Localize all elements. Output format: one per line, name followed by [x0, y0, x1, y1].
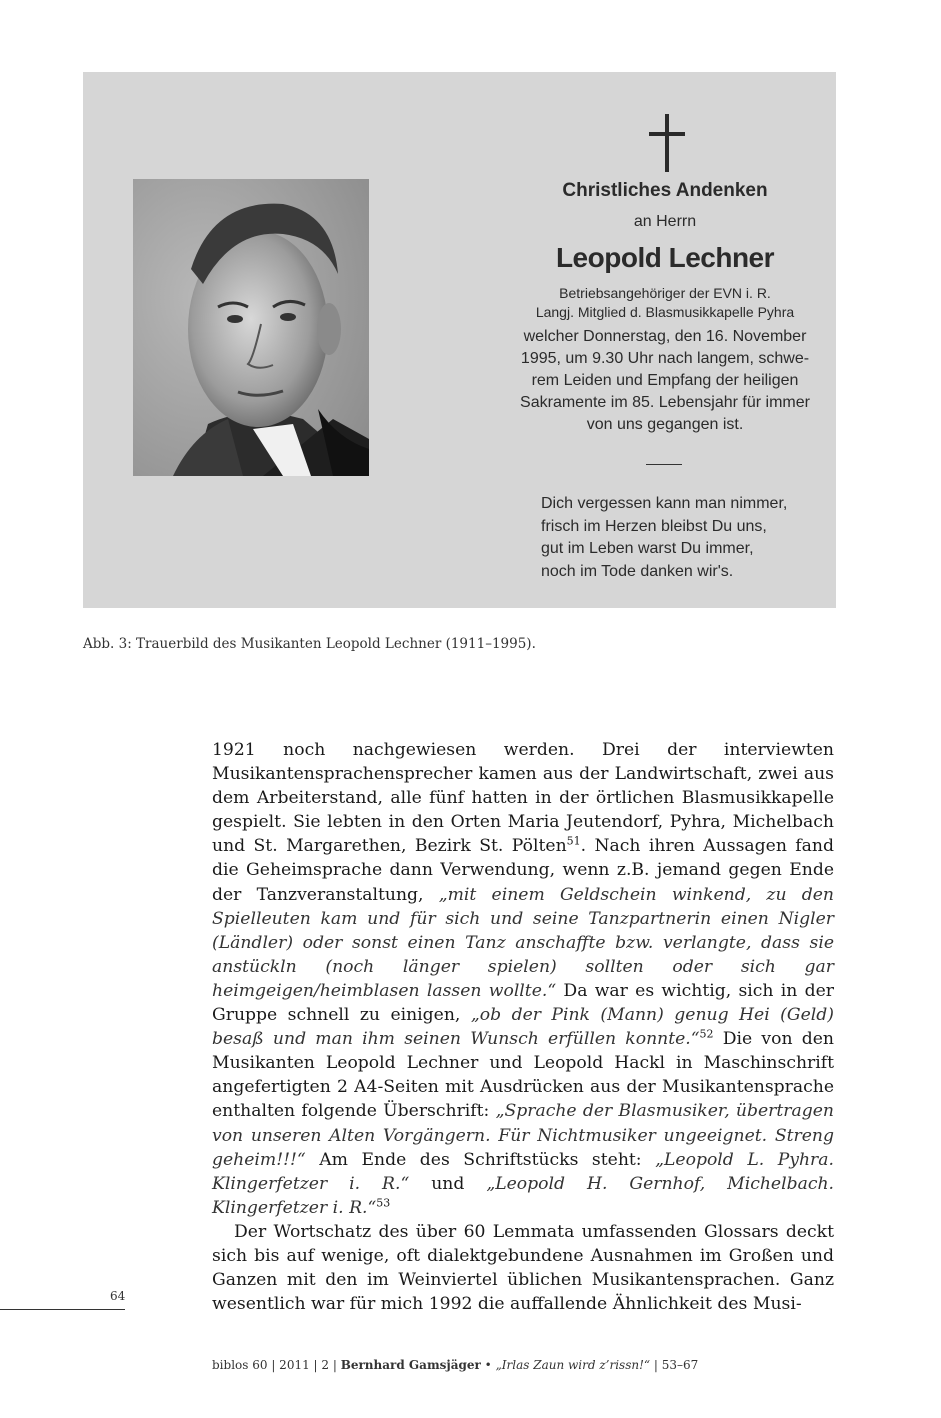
card-name: Leopold Lechner — [555, 242, 775, 273]
card-text-line: von uns gegangen ist. — [586, 416, 744, 433]
text-span: Die von den Musikanten Leopold Lechner und Leopold Hackl in Maschinschrift angefertigten 2 A4-Seiten mit Ausdrücken aus der Musikantensprache enthalten folgende Überschrift: — [212, 1029, 835, 1122]
text-span: und — [409, 1173, 487, 1194]
footnote-ref[interactable]: 52 — [699, 1027, 714, 1041]
body-text — [212, 738, 834, 1316]
footer-bullet: • — [480, 1358, 496, 1372]
text-span: Am Ende des Schriftstücks steht: — [305, 1149, 656, 1170]
card-role-2: Langj. Mitglied d. Blasmusikkapelle Pyhra — [535, 304, 795, 320]
footnote-ref[interactable]: 51 — [566, 834, 581, 848]
footer-author: Bernhard Gamsjäger — [340, 1358, 481, 1372]
card-text — [495, 326, 835, 436]
card-divider — [646, 464, 682, 465]
card-text-line: welcher Donnerstag, den 16. November — [523, 328, 807, 345]
card-poem — [541, 493, 787, 583]
footer-journal: biblos 60 | 2011 | 2 | — [212, 1358, 341, 1372]
poem-line: noch im Tode danken wir's. — [541, 562, 734, 580]
text-span: Da war es wichtig, sich in der Gruppe schnell zu einigen, — [212, 980, 834, 1026]
card-title: Christliches Andenken — [562, 180, 768, 201]
paragraph — [212, 738, 834, 1220]
cross-icon — [647, 114, 687, 172]
footer-pages: | 53–67 — [650, 1358, 699, 1372]
poem-line: Dich vergessen kann man nimmer, — [541, 495, 788, 512]
poem-line: gut im Leben warst Du immer, — [541, 540, 754, 557]
poem-line: frisch im Herzen bleibst Du uns, — [541, 517, 767, 535]
page-number: 64 — [110, 1289, 126, 1303]
card-text-line: rem Leiden und Empfang der heiligen — [531, 372, 799, 389]
text-span: 1921 noch nachgewiesen werden. Drei der interviewten Musikantensprachensprecher kamen aus der Landwirtschaft, zwei aus dem Arbeiterstand, alle fünf hatten in der örtlichen Blasmusikkapelle gespielt. Sie lebten in den Orten Maria Jeutendorf, Pyhra, Michelbach und St. Margarethen, Bezirk St. Pölten — [212, 740, 834, 857]
footer-title: „Irlas Zaun wird z’rissn!“ — [495, 1358, 651, 1372]
running-footer — [212, 1358, 698, 1372]
text-span: . Nach ihren Aussagen fand die Geheimsprache dann Verwendung, wenn z.B. jemand gegen Ende der Tanzveranstaltung, — [212, 836, 834, 905]
quote: „Sprache der Blasmusiker, übertragen von unseren Alten Vorgängern. Für Nichtmusiker ungeeignet. Streng geheim!!!“ — [212, 1101, 834, 1170]
paragraph: Der Wortschatz des über 60 Lemmata umfassenden Glossars deckt sich bis auf wenige, oft dialektgebundene Ausnahmen im Großen und Ganzen mit den im Weinviertel üblichen Musikantensprachen. Ganz wesentlich war für mich 1992 die auffallende Ähnlichkeit des Musi- — [212, 1221, 834, 1315]
quote: „Leopold H. Gernhof, Michelbach. Klingerfetzer i. R.“ — [212, 1173, 834, 1218]
quote: „mit einem Geldschein winkend, zu den Spielleuten kam und für sich und seine Tanzpartnerin einen Nigler (Ländler) oder sonst einen Tanz anschaffte bzw. verlangte, dass sie anstückln (noch länger spielen) sollten oder sich gar heimgeigen/heimblasen lassen wollte.“ — [212, 884, 834, 1001]
card-text-line: 1995, um 9.30 Uhr nach langem, schwe- — [520, 350, 810, 367]
card-salutation: an Herrn — [633, 213, 697, 230]
portrait-image — [133, 179, 369, 476]
footnote-ref[interactable]: 53 — [376, 1196, 391, 1210]
page-rule — [0, 1309, 125, 1310]
card-role-1: Betriebsangehöriger der EVN i. R. — [559, 285, 771, 301]
card-text-line: Sakramente im 85. Lebensjahr für immer — [520, 394, 810, 411]
quote: „ob der Pink (Mann) genug Hei (Geld) besaß und man ihm seinen Wunsch erfüllen konnte.“ — [212, 1005, 834, 1050]
portrait-photo — [133, 179, 369, 476]
memorial-card — [83, 72, 836, 608]
quote: „Leopold L. Pyhra. Klingerfetzer i. R.“ — [212, 1149, 834, 1194]
figure-caption: Abb. 3: Trauerbild des Musikanten Leopold Lechner (1911–1995). — [83, 636, 536, 652]
